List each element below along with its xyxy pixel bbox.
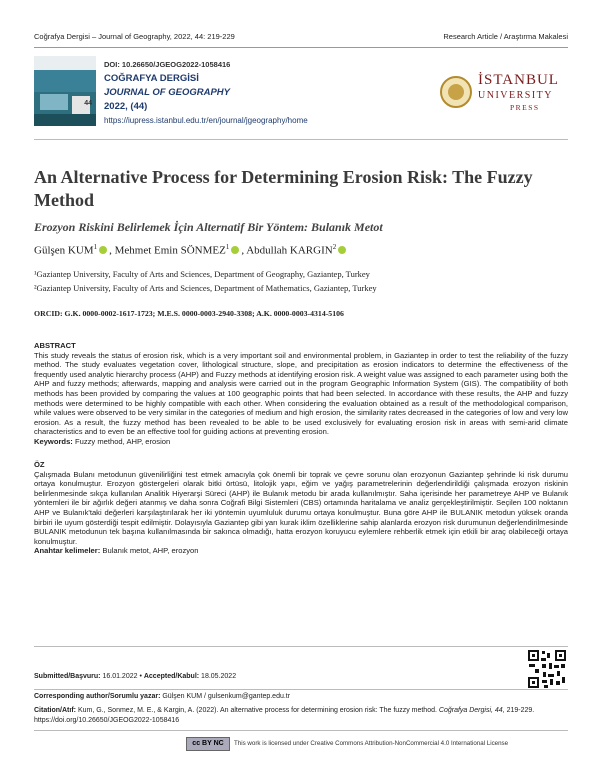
oz-text: Çalışmada Bulanı metodunun güvenilirliğini test etmek amacıyla çok önemli bir toprak ve çevre sorunu olan erozyonun Gaziantep şehrinde ki risk durumu ortaya konulmuştur. Erozyon göstergeleri olarak bitki örtüsü, litolojik yapı, eğim ve yağış parametrelerinin değerlendirildiği çalışmada erozyon riskinin belirlenmesinde sıkça kullanılan Analitik Hiyerarşi Süreci (AHP) ile Bulanık metodu bir arada kullanılmıştır. Saha içerisinde her parametreye AHP ve Bulanık yöntemleri ile bir ağırlık değeri atanmış ve daha sonra Coğrafi Bilgi Sistemleri (CBS) ortamında haritalama ve analiz gerçekleştirilmiştir. Seçilen 100 noktanın AHP ve Bulanık'taki değerleri karşılaştırılarak her iki yöntemin uyumluluk durumu ortaya konulmuştur. Buna göre AHP ile BULANIK metodun yüksek oranda birbiri ile uyum gösterdiği tespit edilmiştir. Dolayısıyla Gaziantep gibi yarı kurak iklim özelliklerine sahip alanlarda erozyon risk durumunun değerlendirilmesinde BULANIK metodunun tek başına kullanılmasında bir sakınca olmadığı, hatta erozyon koruyucu eylemlere rehberlik etmek için etkili bir araç olabileceği ortaya konulmuştur. [34, 469, 568, 546]
footer-divider-top [34, 646, 568, 647]
corresponding-author-line: Corresponding author/Sorumlu yazar: Gülşen KUM / gulsenkum@gantep.edu.tr [34, 693, 291, 700]
orcid-line: ORCID: G.K. 0000-0002-1617-1723; M.E.S. 0000-0003-2940-3308; A.K. 0000-0003-4314-5106 [34, 309, 344, 318]
university-seal-icon [440, 76, 472, 108]
logo-line-3: PRESS [510, 103, 540, 112]
abstract-heading: ABSTRACT [34, 341, 76, 350]
citation-doi-link[interactable]: https://doi.org/10.26650/JGEOG2022-1058416 [34, 716, 180, 724]
footer-divider-mid [34, 689, 568, 690]
corresponding-author: Gülşen KUM / gulsenkum@gantep.edu.tr [162, 693, 291, 700]
logo-line-2: UNIVERSITY [478, 90, 553, 101]
journal-name-en: JOURNAL OF GEOGRAPHY [104, 87, 230, 98]
running-header [34, 32, 568, 41]
dates-line: Submitted/Başvuru: 16.01.2022 • Accepted/Kabul: 18.05.2022 [34, 673, 237, 680]
author-name: Gülşen KUM [34, 244, 94, 257]
cover-issue-number: 44 [84, 100, 92, 107]
author-list: Gülşen KUM$^1$ , Mehmet Emin SÖNMEZ$^1$ , Abdullah KARGIN$^2$ [34, 243, 568, 257]
article-type: Research Article / Araştırma Makalesi [443, 32, 568, 41]
abstract-text: This study reveals the status of erosion risk, which is a very important soil and environmental problem, in Gaziantep in order to test the reliability of the fuzzy method. The study evaluates vegetation cover, lithological structure, slope, and precipitation as erosion indicators to determine the effectiveness of the frequently used analytic hierarchy process (AHP) and Fuzzy methods at identifying erosion risk. A weight value was assigned to each parameter using both the AHP and fuzzy methods; afterwards, mapping and analysis were carried out in the program Geographic Information System (GIS). The compatibility of both methods has been provided by comparing the values at 100 geographic points that had been selected. In accordance with these results, the AHP and fuzzy methods were determined to be highly compatible with each other. When considering the evaluation obtained as a result of the methodological comparison, while values were observed to be very similar in the categories of medium and high erosion, the similarity rates decreased in the categories of low and very low erosion. As a result, the fuzzy method has been revealed to be able to be used exclusively for evaluating erosion risk in areas with semi-arid climate characteristics and to even be an effective tool for guiding actions at preventing erosion. [34, 350, 568, 437]
citation-block: Citation/Atıf: Kum, G., Sonmez, M. E., & Kargin, A. (2022). An alternative process for determining erosion risk: The fuzzy method. Coğrafya Dergisi, 44, 219-229. https://doi.org/10.26650/JGEOG2022-1058416 [34, 707, 535, 724]
qr-code-icon [527, 649, 567, 689]
affiliation-1: ¹Gaziantep University, Faculty of Arts and Sciences, Department of Geography, Gaziantep, Turkey [34, 269, 370, 279]
orcid-icon[interactable] [338, 246, 346, 254]
keywords-label: Keywords: [34, 436, 73, 446]
keywords: Fuzzy method, AHP, erosion [74, 436, 171, 446]
journal-cover-image [34, 56, 96, 126]
oz-section [34, 460, 568, 556]
journal-meta [104, 58, 308, 128]
creative-commons-badge-icon[interactable]: cc BY NC [186, 737, 230, 751]
article-title: An Alternative Process for Determining Erosion Risk: The Fuzzy Method [34, 167, 533, 210]
journal-issue: 2022, (44) [104, 101, 148, 112]
header-divider [34, 47, 568, 48]
author-name: Abdullah KARGIN [246, 244, 333, 257]
affiliation-2: ²Gaziantep University, Faculty of Arts and Sciences, Department of Mathematics, Gaziantep, Turkey [34, 283, 377, 293]
anahtar-kelimeler-label: Anahtar kelimeler: [34, 546, 101, 556]
submitted-date: 16.01.2022 [102, 673, 138, 680]
meta-divider [34, 139, 568, 140]
accepted-date: 18.05.2022 [201, 673, 237, 680]
journal-name-tr: COĞRAFYA DERGİSİ [104, 73, 199, 84]
article-title-tr: Erozyon Riskini Belirlemek İçin Alternatif Bir Yöntem: Bulanık Metot [34, 220, 383, 234]
journal-url-link[interactable]: https://iupress.istanbul.edu.tr/en/journal/jgeography/home [104, 116, 308, 125]
logo-line-1: İSTANBUL [478, 72, 559, 88]
doi: DOI: 10.26650/JGEOG2022-1058416 [104, 60, 231, 69]
orcid-icon[interactable] [99, 246, 107, 254]
author-name: Mehmet Emin SÖNMEZ [114, 244, 226, 257]
license-text: This work is licensed under Creative Commons Attribution-NonCommercial 4.0 International License [234, 740, 509, 747]
oz-heading: ÖZ [34, 460, 45, 469]
orcid-icon[interactable] [231, 246, 239, 254]
abstract-section [34, 341, 568, 447]
publisher-logo [440, 68, 570, 118]
footer-divider-bottom [34, 730, 568, 731]
anahtar-kelimeler: Bulanık metot, AHP, erozyon [102, 546, 199, 556]
journal-running-title: Coğrafya Dergisi – Journal of Geography, 2022, 44: 219-229 [34, 32, 235, 41]
